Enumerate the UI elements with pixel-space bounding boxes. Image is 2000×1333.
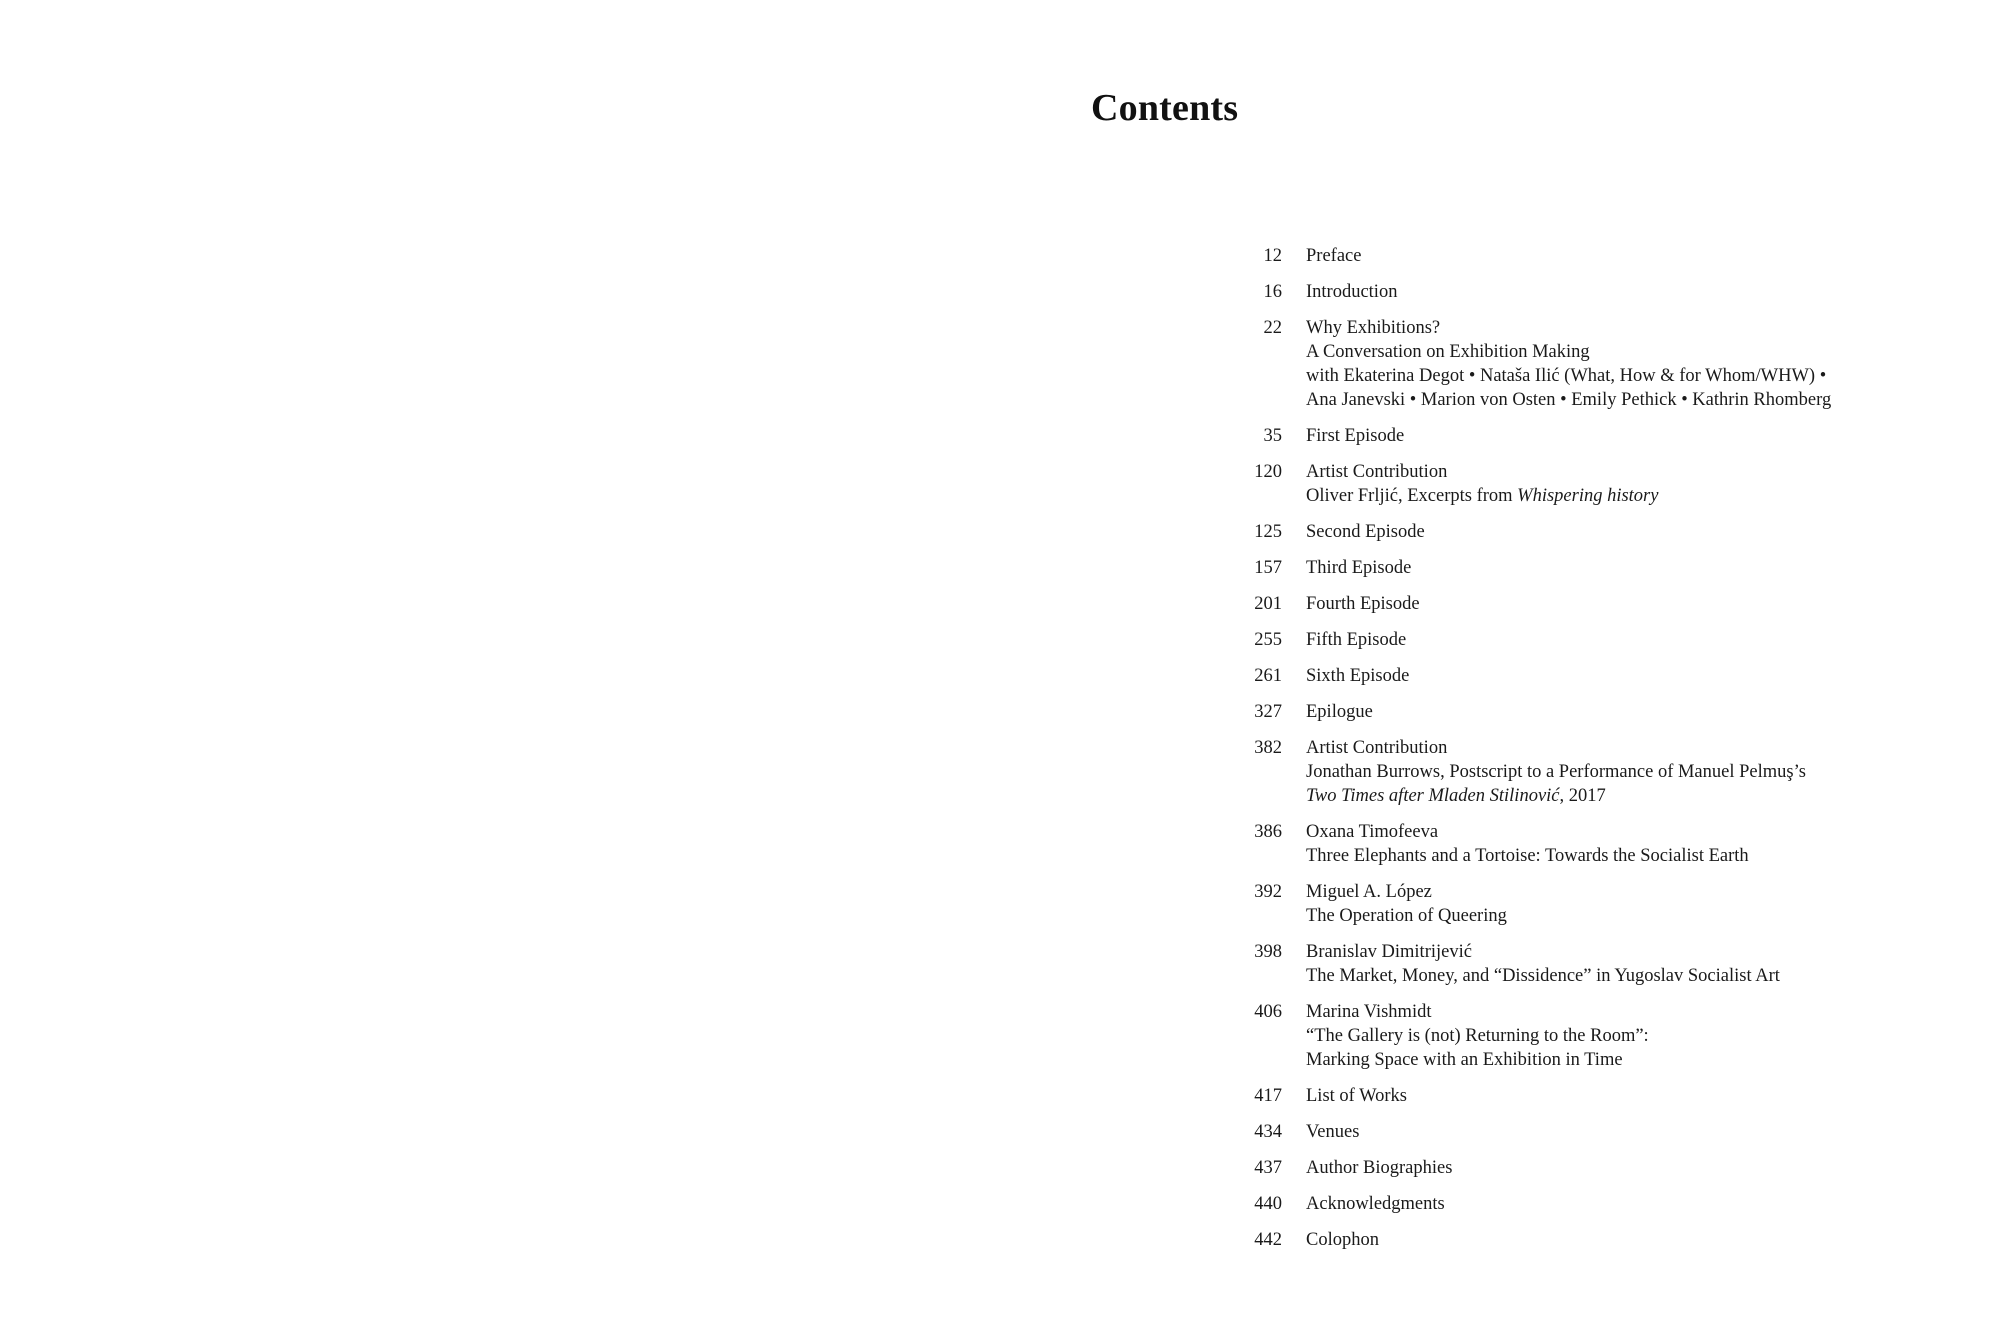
toc-entry-line: Three Elephants and a Tortoise: Towards the Socialist Earth [1306,846,1749,866]
toc-page-number: 22 [1263,318,1282,338]
toc-entry[interactable] [1236,460,1956,508]
toc-entry-text [1306,520,1956,544]
toc-page-number: 392 [1254,882,1282,902]
toc-entry-line: Oxana Timofeeva [1306,822,1439,842]
page-title: Contents [1091,87,1239,129]
toc-line-text: , 2017 [1559,786,1606,806]
toc-page-number: 440 [1254,1194,1282,1214]
toc-page-number: 382 [1254,738,1282,758]
toc-entry-text [1306,556,1956,580]
toc-entry-line: The Market, Money, and “Dissidence” in Yugoslav Socialist Art [1306,966,1780,986]
toc-entry-line: Miguel A. López [1306,882,1432,902]
toc-entry[interactable] [1236,244,1956,268]
toc-entry[interactable] [1236,280,1956,304]
toc-entry[interactable] [1236,1120,1956,1144]
toc-page-number: 201 [1254,594,1282,614]
toc-entry-text [1306,736,1956,808]
toc-entry[interactable] [1236,664,1956,688]
toc-entry-line: Introduction [1306,282,1398,302]
toc-entry[interactable] [1236,700,1956,724]
toc-entry-text [1306,1084,1956,1108]
toc-entry-line: Jonathan Burrows, Postscript to a Performance of Manuel Pelmuş’s [1306,762,1806,782]
toc-entry-text [1306,1120,1956,1144]
toc-entry-text [1306,1192,1956,1216]
toc-line-italic-title: Two Times after Mladen Stilinović [1306,786,1560,806]
toc-entry-line: Marina Vishmidt [1306,1002,1432,1022]
toc-entry-line: Preface [1306,246,1362,266]
toc-page-number: 406 [1254,1002,1282,1022]
toc-entry-line [1306,484,1956,508]
toc-page-number: 386 [1254,822,1282,842]
toc-entry[interactable] [1236,316,1956,412]
toc-entry-line: Ana Janevski • Marion von Osten • Emily Pethick • Kathrin Rhomberg [1306,390,1832,410]
toc-entry-line: The Operation of Queering [1306,906,1507,926]
toc-page-number: 157 [1254,558,1282,578]
toc-entry[interactable] [1236,820,1956,868]
toc-page-number: 398 [1254,942,1282,962]
toc-page-number: 327 [1254,702,1282,722]
toc-entry-text [1306,1228,1956,1252]
toc-entry-text [1306,316,1956,412]
toc-entry-text [1306,1156,1956,1180]
toc-entry-text [1306,280,1956,304]
toc-entry-line: Acknowledgments [1306,1194,1445,1214]
toc-page-number: 434 [1254,1122,1282,1142]
toc-entry-line: Artist Contribution [1306,738,1448,758]
toc-page-number: 16 [1263,282,1282,302]
toc-page-number: 12 [1263,246,1282,266]
toc-entry-text [1306,664,1956,688]
toc-entry-line [1306,784,1956,808]
toc-entry[interactable] [1236,592,1956,616]
toc-entry-line: Fifth Episode [1306,630,1407,650]
toc-entry-line: A Conversation on Exhibition Making [1306,342,1590,362]
toc-page-number: 120 [1254,462,1282,482]
toc-entry-text [1306,940,1956,988]
toc-page-number: 417 [1254,1086,1282,1106]
toc-entry[interactable] [1236,940,1956,988]
toc-entry[interactable] [1236,424,1956,448]
toc-entry-line: Why Exhibitions? [1306,318,1441,338]
toc-entry-text [1306,700,1956,724]
right-page [1000,0,2000,1333]
toc-entry-line: List of Works [1306,1086,1407,1106]
toc-entry-line: Venues [1306,1122,1360,1142]
toc-entry[interactable] [1236,880,1956,928]
toc-entry-text [1306,820,1956,868]
toc-entry-line: “The Gallery is (not) Returning to the Room”: [1306,1026,1649,1046]
toc-entry-line: First Episode [1306,426,1405,446]
toc-entry[interactable] [1236,1000,1956,1072]
toc-entry-text [1306,1000,1956,1072]
toc-entry[interactable] [1236,556,1956,580]
toc-entry[interactable] [1236,520,1956,544]
table-of-contents [1236,244,1956,1264]
toc-entry-text [1306,592,1956,616]
toc-entry[interactable] [1236,1084,1956,1108]
toc-entry-line: Marking Space with an Exhibition in Time [1306,1050,1623,1070]
toc-entry-text [1306,880,1956,928]
toc-entry-text [1306,424,1956,448]
toc-entry-text [1306,244,1956,268]
toc-page-number: 437 [1254,1158,1282,1178]
toc-page-number: 442 [1254,1230,1282,1250]
toc-entry-line: Second Episode [1306,522,1425,542]
toc-page-number: 35 [1263,426,1282,446]
toc-entry-line: Third Episode [1306,558,1412,578]
toc-entry[interactable] [1236,736,1956,808]
toc-entry-line: Fourth Episode [1306,594,1420,614]
toc-entry-text [1306,460,1956,508]
toc-entry[interactable] [1236,1228,1956,1252]
toc-entry-line: Colophon [1306,1230,1379,1250]
toc-line-text: Oliver Frljić, Excerpts from [1306,486,1518,506]
toc-entry-line: Epilogue [1306,702,1373,722]
toc-entry[interactable] [1236,1156,1956,1180]
toc-page-number: 125 [1254,522,1282,542]
toc-page-number: 255 [1254,630,1282,650]
toc-line-italic-title: Whispering history [1517,486,1659,506]
toc-entry-line: Author Biographies [1306,1158,1453,1178]
toc-entry-line: with Ekaterina Degot • Nataša Ilić (What, How & for Whom/WHW) • [1306,366,1827,386]
toc-entry-line: Artist Contribution [1306,462,1448,482]
toc-entry[interactable] [1236,628,1956,652]
toc-entry[interactable] [1236,1192,1956,1216]
toc-page-number: 261 [1254,666,1282,686]
toc-entry-line: Sixth Episode [1306,666,1410,686]
toc-entry-text [1306,628,1956,652]
toc-entry-line: Branislav Dimitrijević [1306,942,1472,962]
